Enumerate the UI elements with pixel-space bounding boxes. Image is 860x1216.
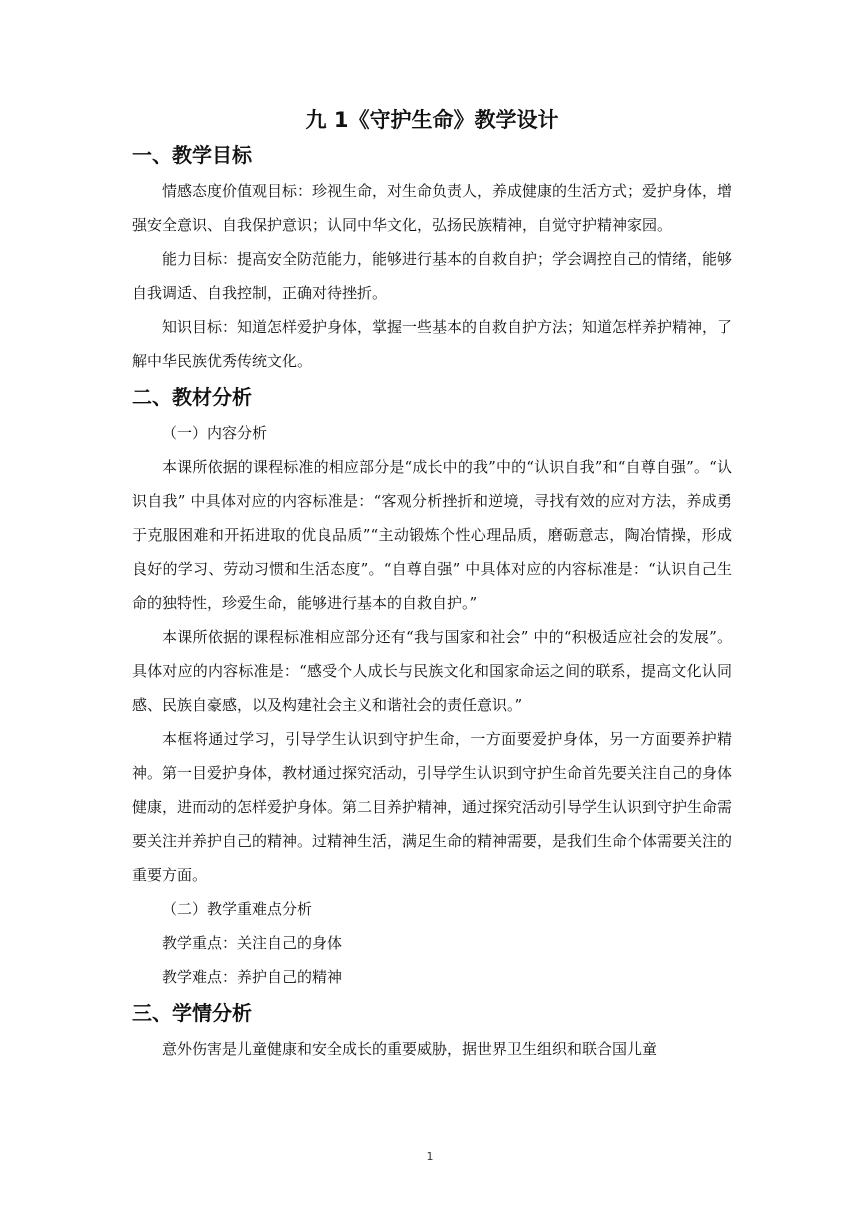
paragraph-curriculum-standard-1: 本课所依据的课程标准的相应部分是“成长中的我”中的“认识自我”和“自尊自强”。“认识自我” 中具体对应的内容标准是：“客观分析挫折和逆境，寻找有效的应对方法，养成勇于克服困难和开拓进取的优良品质”“主动锻炼个性心理品质，磨砺意志，陶冶情操，形成良好的学习、劳动习惯和生活态度”。“自尊自强” 中具体对应的内容标准是：“认识自己生命的独特性，珍爱生命，能够进行基本的自救自护。”: [132, 458, 732, 612]
section-heading-textbook-analysis: 二、教材分析: [132, 385, 252, 409]
paragraph-learner-analysis: 意外伤害是儿童健康和安全成长的重要威胁，据世界卫生组织和联合国儿童: [162, 1040, 658, 1058]
document-body: [132, 104, 732, 1066]
teaching-key-point: 教学重点：关注自己的身体: [162, 934, 343, 952]
section-heading-learner-analysis: 三、学情分析: [132, 1001, 252, 1025]
subheading-key-difficulty: （二）教学重难点分析: [162, 900, 313, 918]
paragraph-ability-goal: 能力目标：提高安全防范能力，能够进行基本的自救自护；学会调控自己的情绪，能够自我调适、自我控制，正确对待挫折。: [132, 250, 733, 302]
paragraph-values-goal: 情感态度价值观目标：珍视生命，对生命负责人，养成健康的生活方式；爱护身体，增强安全意识、自我保护意识；认同中华文化，弘扬民族精神，自觉守护精神家园。: [132, 182, 733, 234]
section-heading-objectives: 一、教学目标: [132, 143, 252, 167]
subheading-content-analysis: （一）内容分析: [162, 424, 268, 442]
paragraph-knowledge-goal: 知识目标：知道怎样爱护身体，掌握一些基本的自救自护方法；知道怎样养护精神，了解中华民族优秀传统文化。: [132, 318, 733, 370]
teaching-difficulty: 教学难点：养护自己的精神: [162, 968, 343, 986]
document-title: 九 1《守护生命》教学设计: [305, 108, 559, 132]
paragraph-curriculum-standard-2: 本课所依据的课程标准相应部分还有“我与国家和社会” 中的“积极适应社会的发展”。具体对应的内容标准是：“感受个人成长与民族文化和国家命运之间的联系，提高文化认同感、民族自豪感，以及构建社会主义和谐社会的责任意识。”: [132, 628, 732, 714]
paragraph-lesson-overview: 本框将通过学习，引导学生认识到守护生命，一方面要爱护身体，另一方面要养护精神。第一目爱护身体，教材通过探究活动，引导学生认识到守护生命首先要关注自己的身体健康，进而动的怎样爱护身体。第二目养护精神，通过探究活动引导学生认识到守护生命需要关注并养护自己的精神。过精神生活，满足生命的精神需要，是我们生命个体需要关注的重要方面。: [132, 730, 733, 884]
page-number: 1: [426, 1150, 434, 1163]
